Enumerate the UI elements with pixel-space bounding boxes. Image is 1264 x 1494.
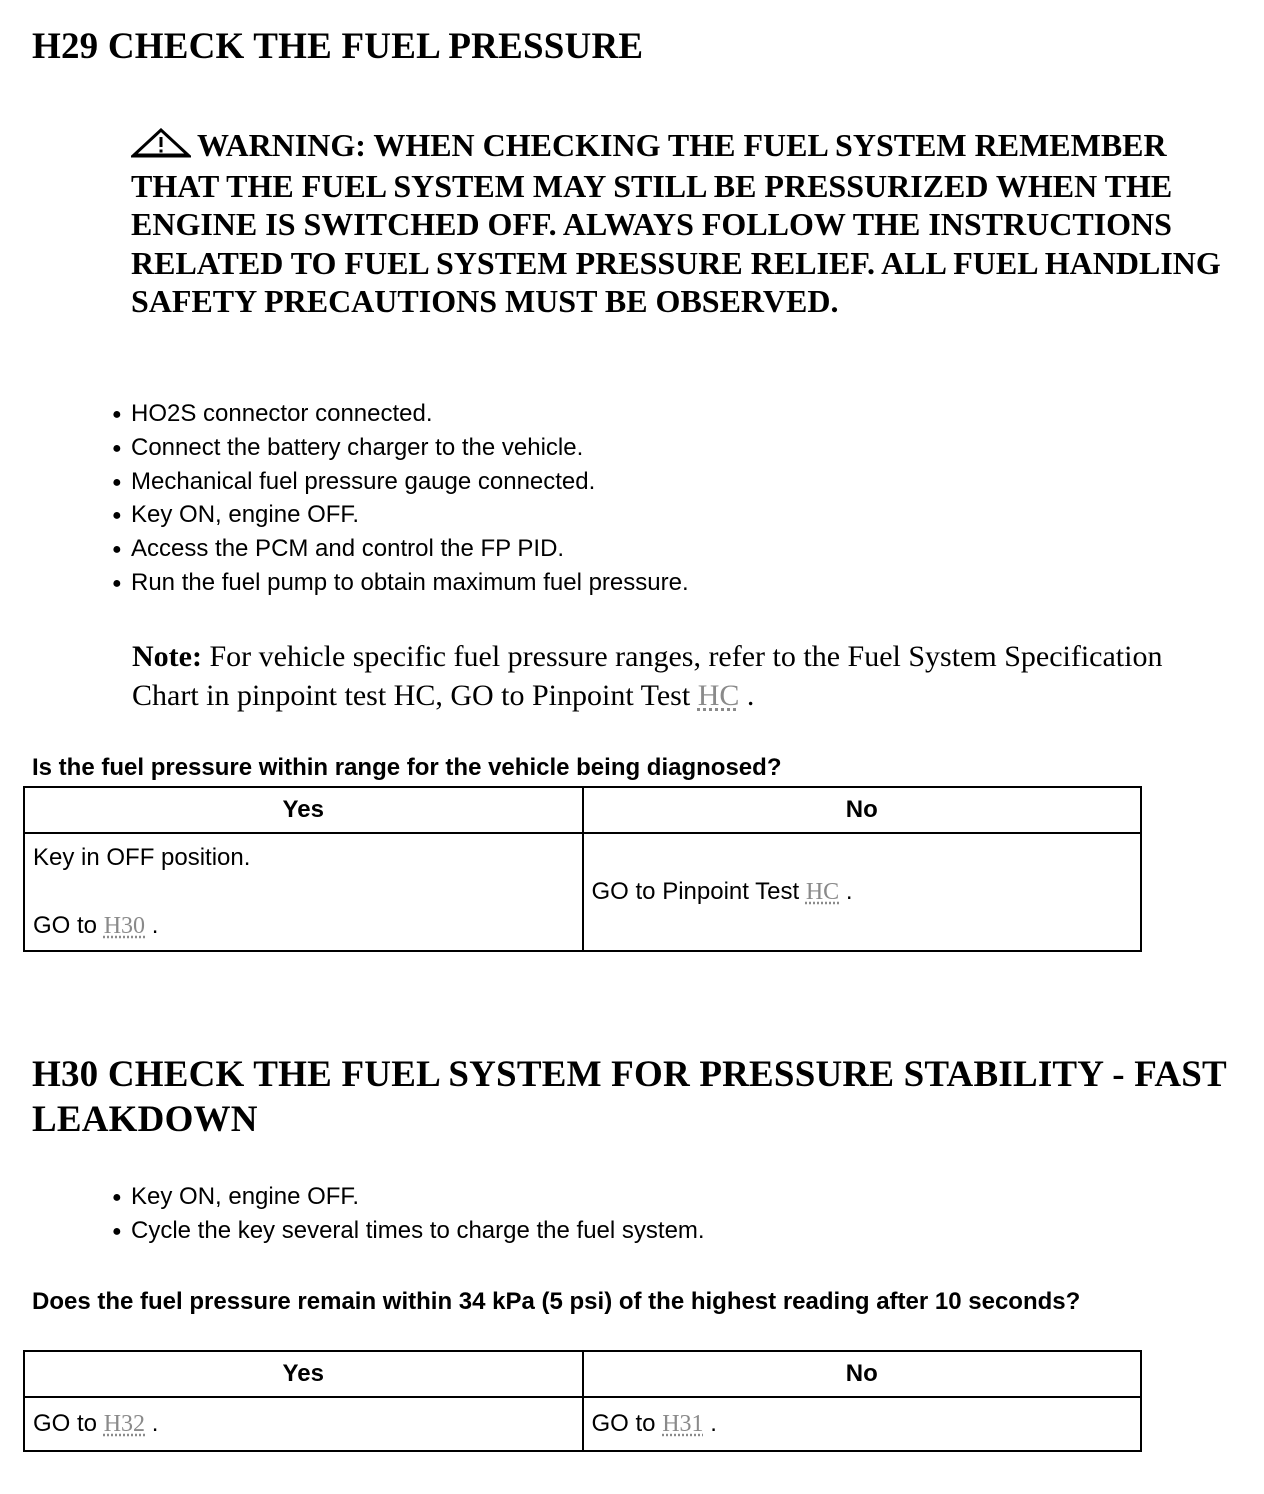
h30-step-list xyxy=(112,1180,705,1248)
list-item: ● Key ON, engine OFF. xyxy=(112,501,360,529)
pinpoint-hc-link[interactable]: HC xyxy=(697,678,740,712)
h29-step-list xyxy=(112,397,689,600)
yes-header: Yes xyxy=(24,1351,583,1397)
warning-text: WARNING: WHEN CHECKING THE FUEL SYSTEM REMEMBER THAT THE FUEL SYSTEM MAY STILL BE PRESSURIZED WHEN THE ENGINE IS SWITCHED OFF. ALWAYS FOLLOW THE INSTRUCTIONS RELATED TO FUEL SYSTEM PRESSURE RELIEF. ALL FUEL HANDLING SAFETY PRECAUTIONS MUST BE OBSERVED. xyxy=(131,127,1221,319)
no-cell xyxy=(583,833,1142,951)
yes-cell xyxy=(24,1397,583,1451)
yes-header: Yes xyxy=(24,787,583,833)
warning-block xyxy=(131,126,1241,321)
yes-prefix: GO to xyxy=(33,1410,104,1437)
list-item: ● Cycle the key several times to charge the fuel system. xyxy=(112,1216,705,1244)
h30-link[interactable]: H30 xyxy=(103,913,146,939)
pinpoint-hc-link-table[interactable]: HC xyxy=(805,879,840,905)
no-header: No xyxy=(583,1351,1142,1397)
h31-link[interactable]: H31 xyxy=(662,1411,704,1437)
no-prefix: GO to Pinpoint Test xyxy=(591,878,806,905)
h30-answer-table xyxy=(23,1350,1142,1452)
list-item: ● Access the PCM and control the FP PID. xyxy=(112,535,565,563)
note-block xyxy=(132,638,1232,715)
list-item: ● Key ON, engine OFF. xyxy=(112,1183,360,1210)
no-cell xyxy=(583,1397,1142,1451)
yes-cell xyxy=(24,833,583,951)
no-header: No xyxy=(583,787,1142,833)
yes-suffix: . xyxy=(145,912,159,939)
note-text: For vehicle specific fuel pressure ranges, refer to the Fuel System Specification Chart in pinpoint test HC, GO to Pinpoint Test xyxy=(132,640,1163,712)
list-item: ● Mechanical fuel pressure gauge connected. xyxy=(112,467,596,495)
warning-triangle-icon xyxy=(131,128,191,167)
list-item: ● Run the fuel pump to obtain maximum fuel pressure. xyxy=(112,568,689,596)
list-item: ● HO2S connector connected. xyxy=(112,400,433,427)
note-end: . xyxy=(739,678,755,712)
h30-title: H30 CHECK THE FUEL SYSTEM FOR PRESSURE STABILITY - FAST LEAKDOWN xyxy=(32,1054,1227,1140)
h29-question: Is the fuel pressure within range for the vehicle being diagnosed? xyxy=(32,754,782,781)
note-label: Note: xyxy=(132,640,202,673)
h29-answer-table xyxy=(23,786,1142,952)
yes-prefix: GO to xyxy=(33,912,104,939)
yes-instruction: Key in OFF position. xyxy=(33,844,251,871)
no-suffix: . xyxy=(839,878,853,905)
yes-suffix: . xyxy=(145,1410,159,1437)
list-item: ● Connect the battery charger to the vehicle. xyxy=(112,433,584,461)
no-prefix: GO to xyxy=(591,1410,663,1437)
h29-title: H29 CHECK THE FUEL PRESSURE xyxy=(32,26,644,67)
no-suffix: . xyxy=(703,1410,717,1437)
h30-question: Does the fuel pressure remain within 34 kPa (5 psi) of the highest reading after 10 seconds? xyxy=(32,1288,1081,1315)
h32-link[interactable]: H32 xyxy=(103,1411,146,1437)
